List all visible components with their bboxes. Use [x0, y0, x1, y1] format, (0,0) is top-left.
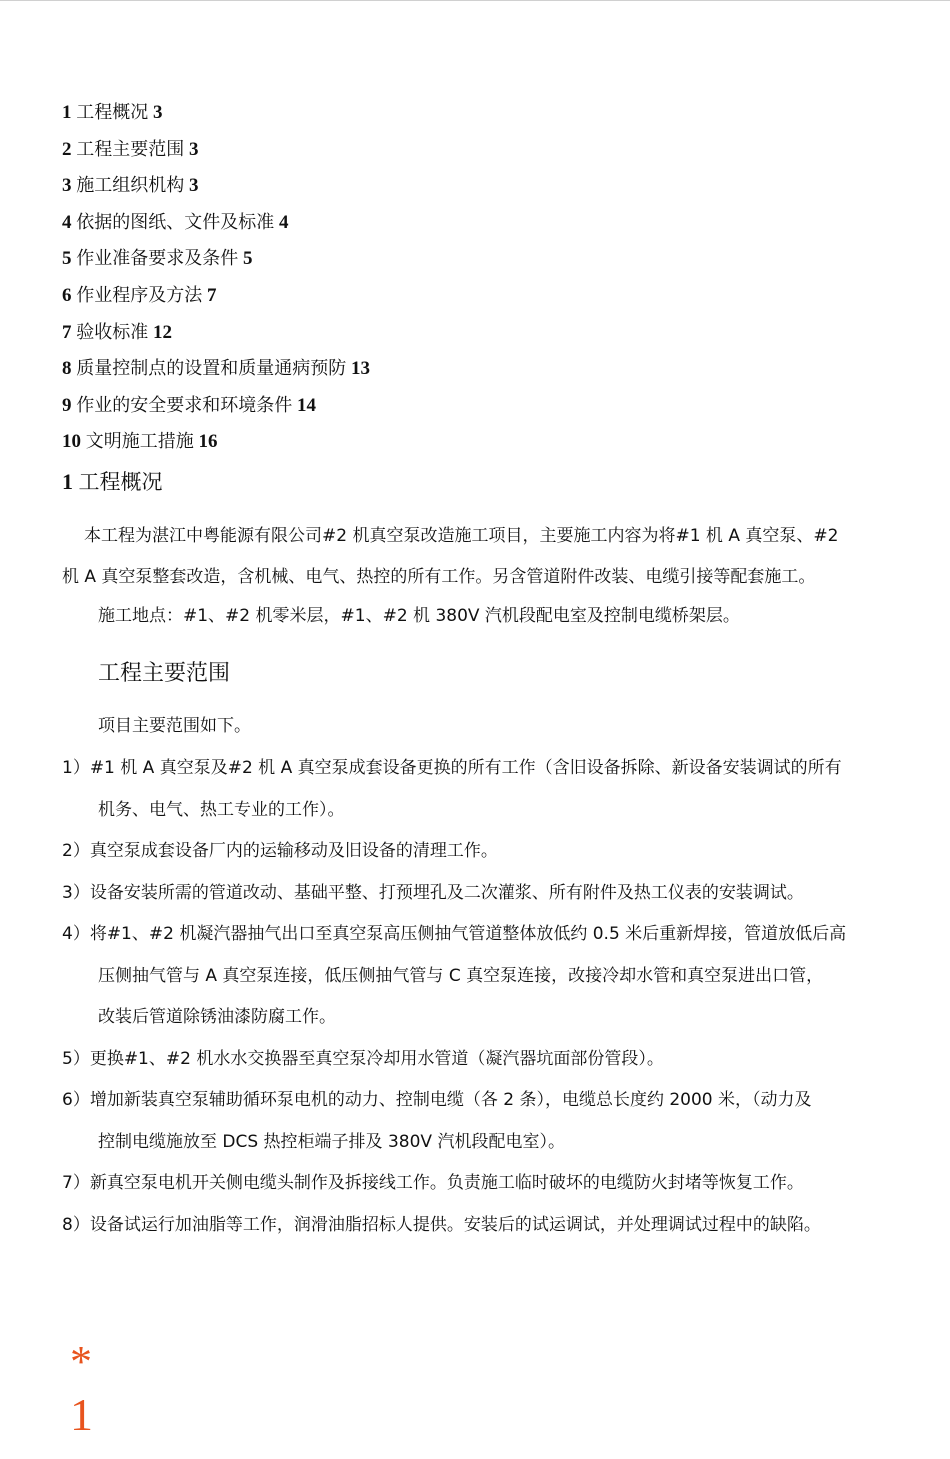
toc-title: 作业准备要求及条件 [76, 248, 239, 270]
toc-entry[interactable] [62, 354, 370, 391]
toc-entry[interactable] [62, 98, 370, 135]
toc-entry[interactable] [62, 208, 370, 245]
overview-paragraph-line-1: 本工程为湛江中粤能源有限公司#2 机真空泵改造施工项目，主要施工内容为将#1 机 A 真空泵、#2 [84, 526, 839, 546]
list-item: 2）真空泵成套设备厂内的运输移动及旧设备的清理工作。 [62, 841, 498, 861]
toc-number: 9 [62, 394, 72, 416]
toc-page: 4 [279, 211, 289, 233]
toc-page: 7 [207, 284, 217, 306]
toc-entry[interactable] [62, 171, 370, 208]
toc-entry[interactable] [62, 281, 370, 318]
toc-number: 10 [62, 431, 81, 453]
toc-number: 3 [62, 175, 72, 197]
toc-page: 3 [153, 102, 163, 123]
list-item: 3）设备安装所需的管道改动、基础平整、打预埋孔及二次灌浆、所有附件及热工仪表的安装调试。 [62, 882, 804, 903]
toc-title: 依据的图纸、文件及标准 [76, 211, 275, 233]
toc-entry[interactable] [62, 391, 370, 428]
section-title: 工程概况 [78, 470, 163, 494]
site-location-paragraph: 施工地点：#1、#2 机零米层，#1、#2 机 380V 汽机段配电室及控制电缆桥架层。 [98, 606, 740, 626]
toc-title: 施工组织机构 [76, 175, 185, 197]
toc-number: 7 [62, 321, 72, 343]
toc-number: 2 [62, 138, 72, 160]
section-1-heading [62, 466, 163, 496]
section-2-heading: 工程主要范围 [98, 661, 231, 686]
list-item: 1）#1 机 A 真空泵及#2 机 A 真空泵成套设备更换的所有工作（含旧设备拆除、新设备安装调试的所有 机务、电气、热工专业的工作）。 [62, 758, 842, 820]
toc-title: 验收标准 [76, 321, 149, 343]
list-item: 6）增加新装真空泵辅助循环泵电机的动力、控制电缆（各 2 条），电缆总长度约 2000 米，（动力及 控制电缆施放至 DCS 热控柜端子排及 380V 汽机段配电室）。 [62, 1090, 812, 1152]
list-item: 7）新真空泵电机开关侧电缆头制作及拆接线工作。负责施工临时破坏的电缆防火封堵等恢复工作。 [62, 1173, 804, 1193]
page-footer [70, 1337, 93, 1440]
toc-title: 质量控制点的设置和质量通病预防 [76, 358, 347, 380]
toc-title: 工程概况 [76, 102, 149, 123]
asterisk-mark: * [70, 1337, 92, 1386]
toc-number: 5 [62, 248, 72, 270]
overview-paragraph-line-2: 机 A 真空泵整套改造，含机械、电气、热控的所有工作。另含管道附件改装、电缆引接等配套施工。 [62, 567, 816, 587]
toc-number: 6 [62, 284, 72, 306]
toc-page: 16 [198, 431, 218, 453]
toc-page: 13 [351, 358, 370, 380]
table-of-contents [62, 98, 370, 464]
scope-list [62, 748, 892, 1246]
toc-title: 作业的安全要求和环境条件 [76, 394, 293, 416]
toc-page: 12 [153, 321, 172, 343]
toc-page: 3 [189, 138, 199, 160]
page-number: 1 [70, 1389, 93, 1440]
toc-number: 4 [62, 211, 72, 233]
toc-page: 5 [243, 248, 253, 270]
list-item: 4）将#1、#2 机凝汽器抽气出口至真空泵高压侧抽气管道整体放低约 0.5 米后重新焊接，管道放低后高 压侧抽气管与 A 真空泵连接，低压侧抽气管与 C 真空泵连接，改接冷却水管和真空泵进出口管， 改装后管道除锈油漆防腐工作。 [62, 924, 847, 1027]
toc-number: 1 [62, 102, 72, 123]
toc-page: 14 [297, 394, 316, 416]
section-number: 1 [62, 469, 73, 494]
scope-intro: 项目主要范围如下。 [98, 716, 251, 736]
toc-title: 文明施工措施 [85, 431, 194, 453]
toc-entry[interactable] [62, 427, 370, 464]
toc-entry[interactable] [62, 318, 370, 355]
list-item: 5）更换#1、#2 机水水交换器至真空泵冷却用水管道（凝汽器坑面部份管段）。 [62, 1048, 664, 1069]
toc-number: 8 [62, 358, 72, 380]
top-border [0, 0, 950, 1]
toc-entry[interactable] [62, 135, 370, 172]
toc-entry[interactable] [62, 244, 370, 281]
toc-page: 3 [189, 175, 199, 197]
toc-title: 作业程序及方法 [76, 284, 203, 306]
list-item: 8）设备试运行加油脂等工作，润滑油脂招标人提供。安装后的试运调试，并处理调试过程中的缺陷。 [62, 1214, 821, 1235]
toc-title: 工程主要范围 [76, 138, 185, 160]
